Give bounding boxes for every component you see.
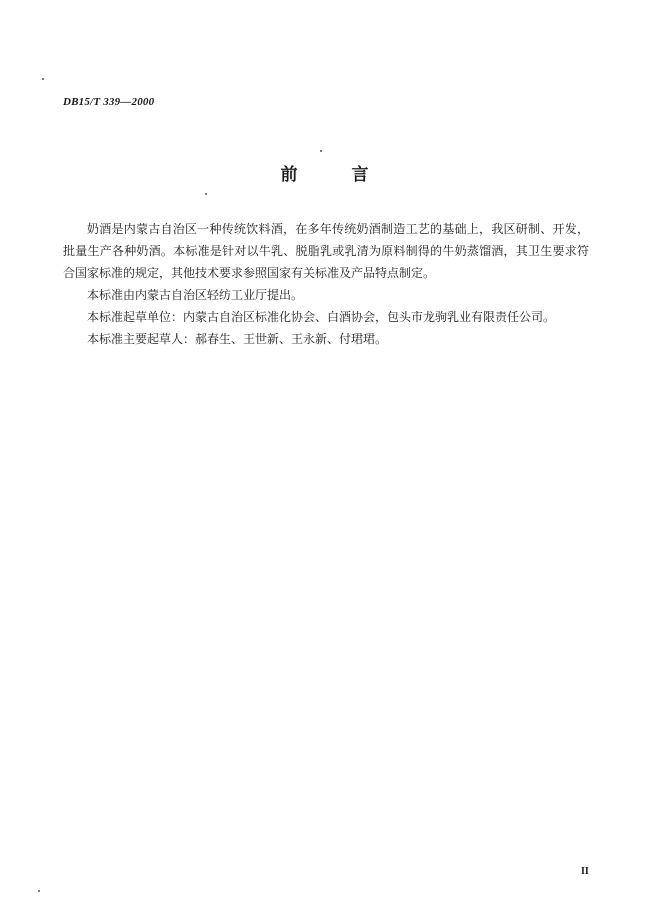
scan-speck <box>42 78 44 80</box>
paragraph-proposer: 本标准由内蒙古自治区轻纺工业厅提出。 <box>87 288 304 302</box>
scan-speck <box>38 890 40 892</box>
page-title: 前 言 <box>280 165 393 185</box>
page-number: II <box>581 866 589 877</box>
standard-code: DB15/T 339—2000 <box>63 96 155 108</box>
document-body <box>63 218 589 350</box>
scan-speck <box>320 150 322 152</box>
paragraph-drafting-units: 本标准起草单位：内蒙古自治区标准化协会、白酒协会，包头市龙驹乳业有限责任公司。 <box>87 310 556 324</box>
paragraph-drafters: 本标准主要起草人：郝春生、王世新、王永新、付珺珺。 <box>87 332 388 346</box>
paragraph-intro: 奶酒是内蒙古自治区一种传统饮料酒，在多年传统奶酒制造工艺的基础上，我区研制、开发，批量生产各种奶酒。本标准是针对以牛乳、脱脂乳或乳清为原料制得的牛奶蒸馏酒，其卫生要求符合国家标准的规定，其他技术要求参照国家有关标准及产品特点制定。 <box>63 222 589 280</box>
scan-speck <box>205 193 207 195</box>
